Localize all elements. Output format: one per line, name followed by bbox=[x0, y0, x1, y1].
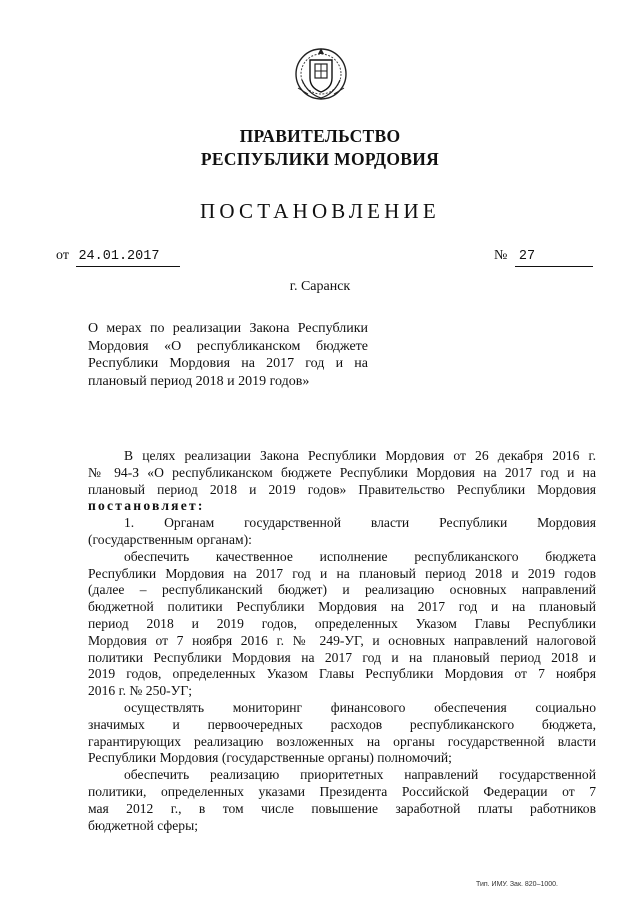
body-line: период 2018 и 2019 годов, определенных Указом Главы Республики bbox=[88, 615, 596, 631]
subject-heading bbox=[88, 320, 368, 390]
body-line: обеспечить реализацию приоритетных направлений государственной bbox=[124, 767, 596, 783]
body-line: осуществлять мониторинг финансового обеспечения социально bbox=[124, 699, 596, 715]
body-line: значимых и первоочередных расходов республиканского бюджета, bbox=[88, 716, 596, 732]
body-line: Республики Мордовия (государственные органы) полномочий; bbox=[88, 750, 452, 766]
body-line: № 94-З «О республиканском бюджете Республики Мордовия на 2017 год и на bbox=[88, 464, 596, 480]
body-line: Мордовия от 7 ноября 2016 г. № 249-УГ, и основных направлений налоговой bbox=[88, 632, 596, 648]
body-line: В целях реализации Закона Республики Мордовия от 26 декабря 2016 г. bbox=[124, 448, 596, 463]
city-name: г. Саранск bbox=[289, 279, 351, 294]
body-line: мая 2012 г., в том числе повышение заработной платы работников bbox=[88, 800, 596, 816]
government-title-line2: РЕСПУБЛИКИ МОРДОВИЯ bbox=[200, 149, 440, 169]
body-line: (государственным органам): bbox=[88, 531, 252, 547]
subject-line: Мордовия «О республиканском бюджете bbox=[88, 338, 368, 354]
document-type-title: ПОСТАНОВЛЕНИЕ bbox=[200, 199, 440, 223]
date-value: 24.01.2017 bbox=[76, 248, 180, 267]
body-line: плановый период 2018 и 2019 годов» Правительство Республики Мордовия bbox=[88, 481, 596, 497]
government-title-line1: ПРАВИТЕЛЬСТВО bbox=[239, 126, 401, 146]
number-prefix: № bbox=[494, 248, 508, 263]
date-prefix: от bbox=[56, 248, 69, 263]
body-line: обеспечить качественное исполнение республиканского бюджета bbox=[124, 548, 596, 564]
document-body bbox=[88, 448, 596, 834]
body-line: 1. Органам государственной власти Республики Мордовия bbox=[124, 515, 596, 531]
body-line: Республики Мордовия на 2017 год и на плановый период 2018 и 2019 годов bbox=[88, 565, 596, 581]
subject-line: плановый период 2018 и 2019 годов» bbox=[88, 373, 310, 389]
decree-word: постановляет: bbox=[88, 498, 205, 514]
coat-of-arms-emblem bbox=[288, 44, 354, 102]
subject-line: О мерах по реализации Закона Республики bbox=[88, 321, 368, 336]
number-value: 27 bbox=[515, 248, 593, 267]
body-line: 2019 годов, определенных Указом Главы Республики Мордовия от 7 ноября bbox=[88, 666, 596, 682]
subject-line: Республики Мордовия на 2017 год и на bbox=[88, 356, 368, 371]
print-footer: Тип. ИМУ. Зак. 820–1000. bbox=[476, 881, 558, 888]
body-line: политики, определенных указами Президента Российской Федерации от 7 bbox=[88, 783, 596, 799]
body-line: гарантирующих реализацию возложенных на органы государственной власти bbox=[88, 733, 596, 749]
date-row bbox=[56, 247, 180, 267]
body-line: политики Республики Мордовия на 2017 год и на плановый период 2018 и bbox=[88, 649, 596, 665]
body-line: бюджетной политики Республики Мордовия на 2017 год и на плановый bbox=[88, 599, 596, 615]
body-line: (далее – республиканский бюджет) и реализацию основных направлений bbox=[88, 582, 596, 598]
body-line: бюджетной сферы; bbox=[88, 817, 198, 833]
number-row bbox=[494, 247, 593, 267]
body-line: 2016 г. № 250-УГ; bbox=[88, 683, 192, 699]
